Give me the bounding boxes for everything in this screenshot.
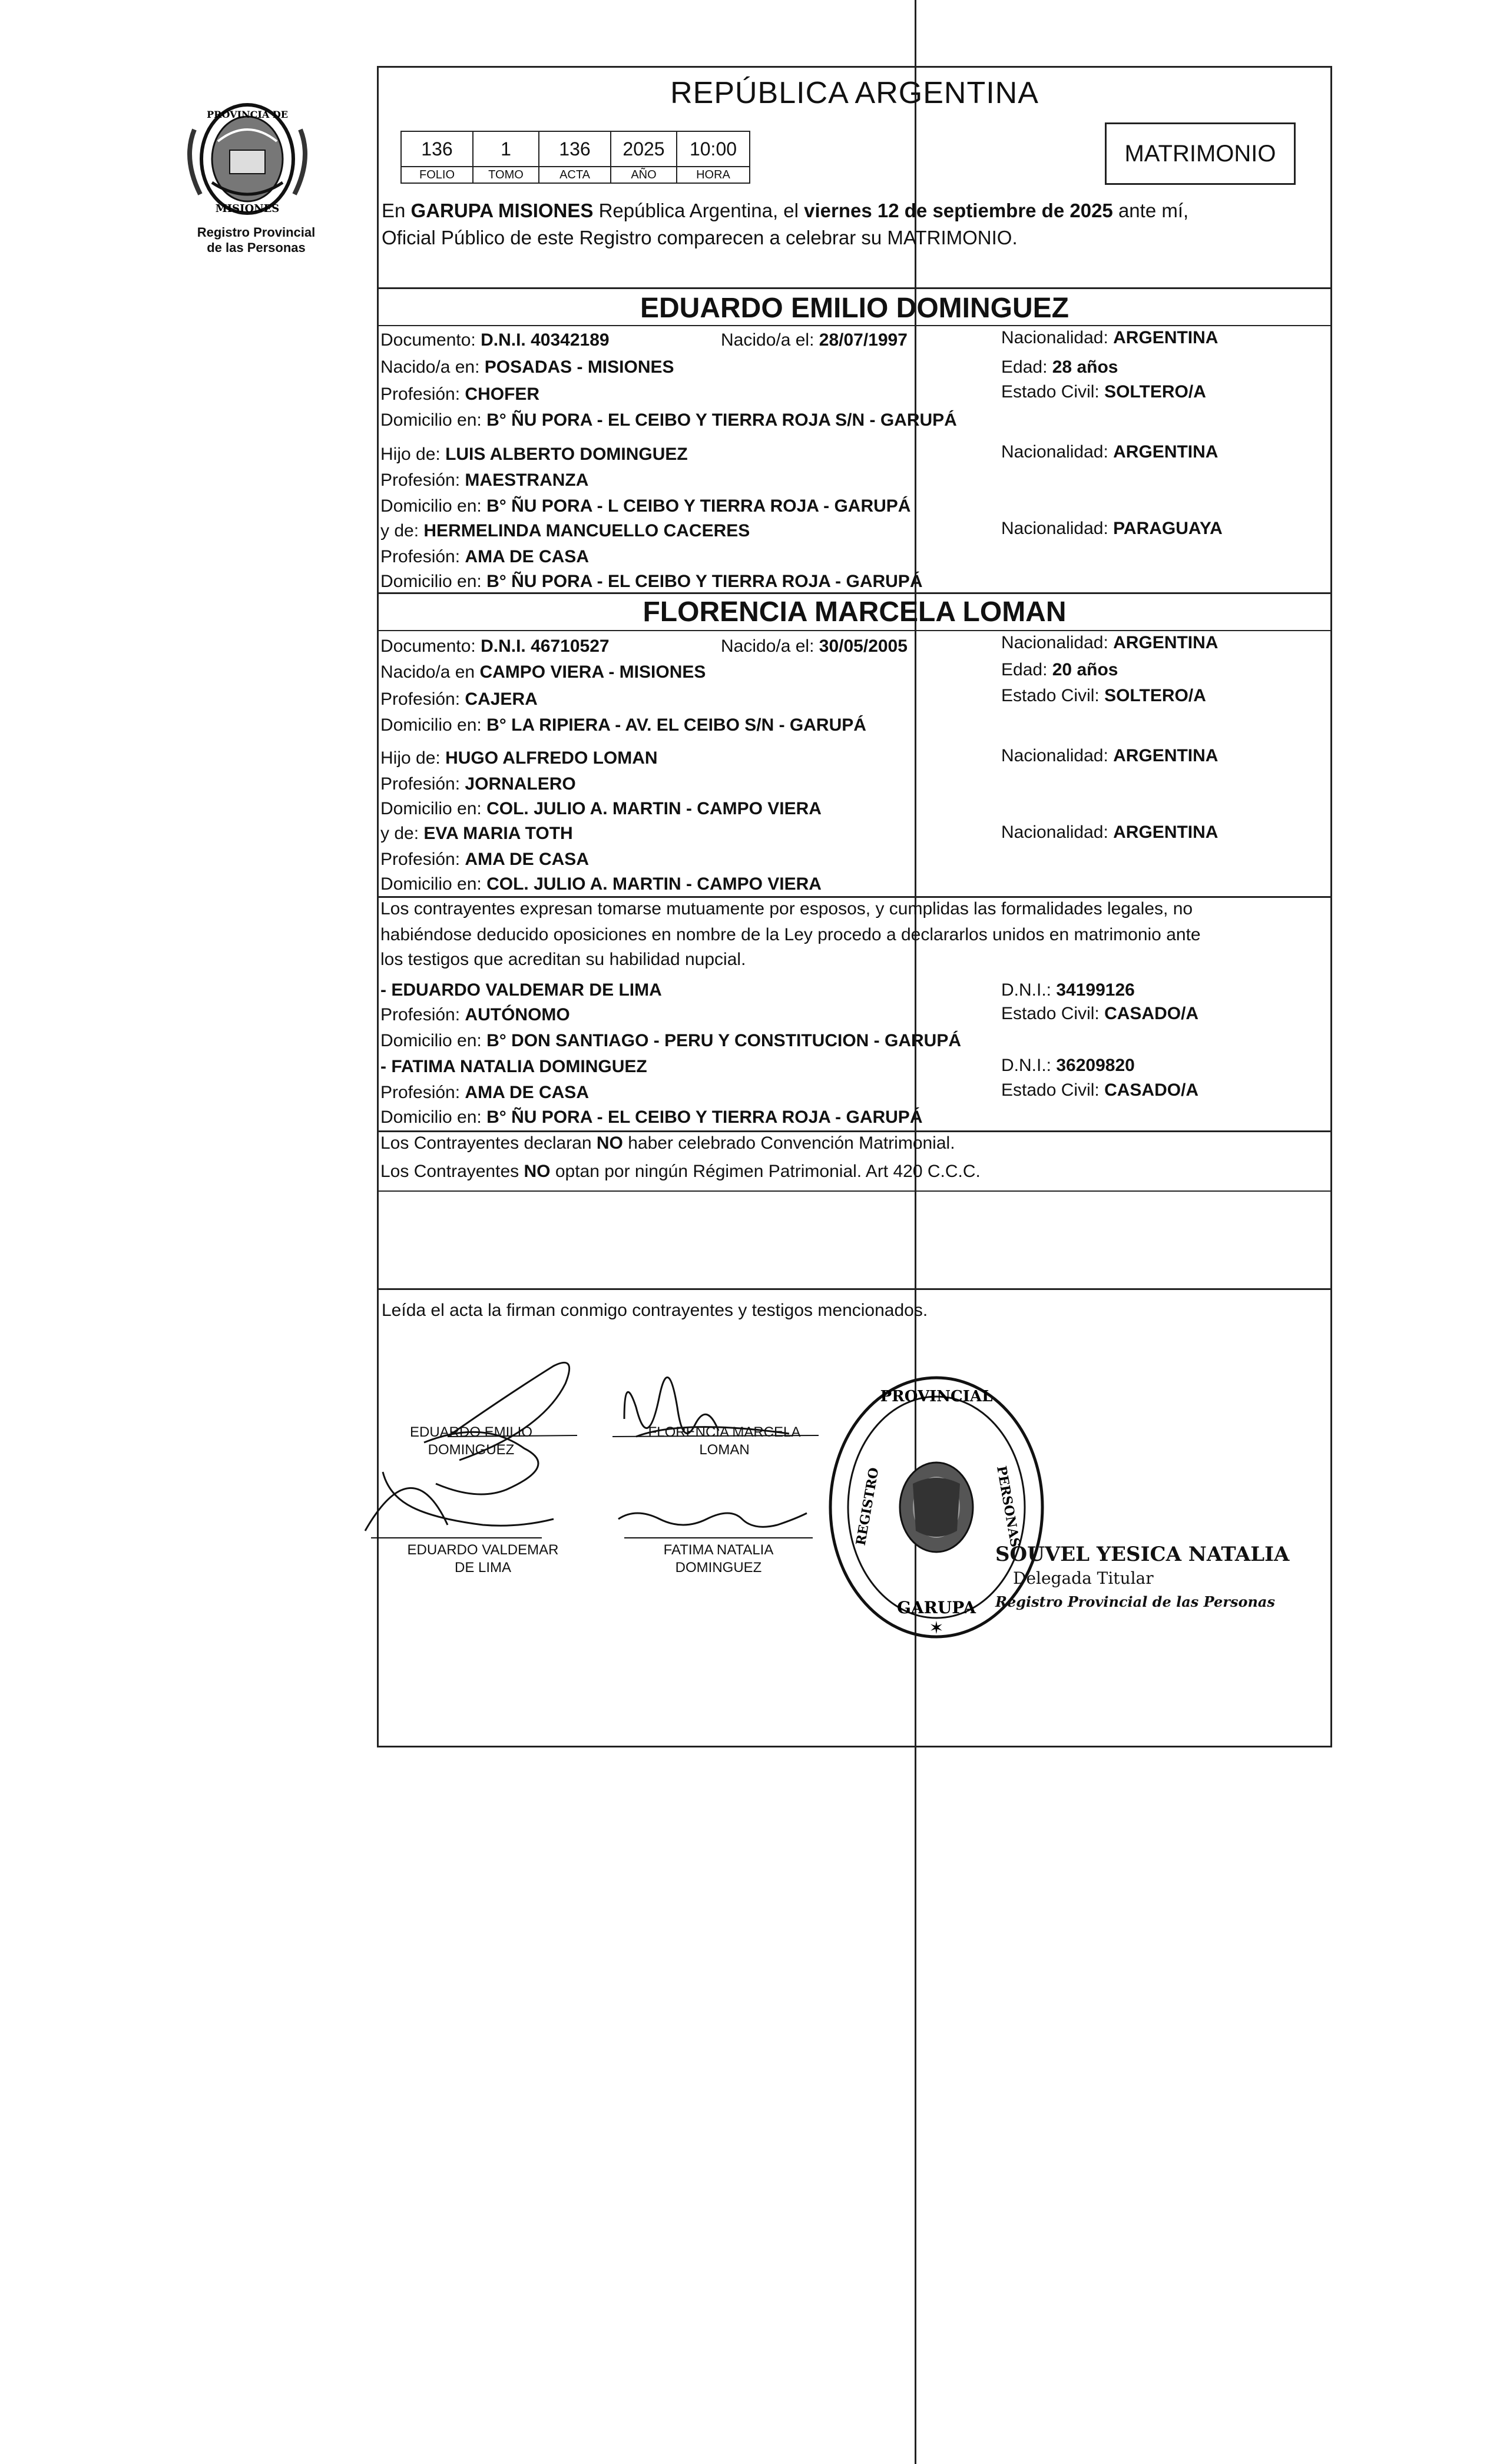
label: Profesión:	[380, 1005, 461, 1024]
text: optan por ningún Régimen Patrimonial. Art 420 C.C.C.	[550, 1162, 981, 1181]
label: Hijo de:	[380, 445, 441, 464]
label: Profesión:	[380, 470, 461, 490]
label: Domicilio en:	[380, 572, 482, 591]
emphasis: NO	[596, 1133, 623, 1153]
value: MAESTRANZA	[465, 470, 589, 490]
signature2-label	[636, 1424, 813, 1459]
spouse2-father-profession	[380, 771, 576, 797]
spouse1-father-address	[380, 493, 910, 519]
spouse1-profession	[380, 382, 539, 407]
anio-label: AÑO	[611, 167, 677, 183]
spouse2-age	[1001, 657, 1118, 683]
spouse1-birthplace	[380, 354, 674, 380]
spouse1-name: EDUARDO EMILIO DOMINGUEZ	[640, 293, 1069, 324]
value: EVA MARIA TOTH	[423, 824, 573, 843]
text: Los Contrayentes	[380, 1162, 524, 1181]
svg-text:PROVINCIAL: PROVINCIAL	[880, 1388, 993, 1405]
value: ARGENTINA	[1113, 746, 1218, 765]
label: Domicilio en:	[380, 496, 482, 516]
value: B° DON SANTIAGO - PERU Y CONSTITUCION - GARUPÁ	[486, 1031, 962, 1050]
label: Domicilio en:	[380, 1031, 482, 1050]
spouse1-father-profession	[380, 467, 588, 493]
divider	[377, 592, 1332, 594]
spouse1-father-nationality	[1001, 439, 1218, 465]
signature4-label	[624, 1541, 813, 1577]
label: Nacido/a en:	[380, 357, 480, 377]
spouse1-mother	[380, 518, 750, 544]
spouse2-birthdate	[721, 634, 908, 659]
intro-line-1	[382, 198, 1188, 224]
value: HERMELINDA MANCUELLO CACERES	[423, 521, 750, 540]
signature4-line2: DOMINGUEZ	[675, 1560, 762, 1576]
label: Domicilio en:	[380, 799, 482, 818]
value: ARGENTINA	[1113, 823, 1218, 842]
value: SOLTERO/A	[1104, 382, 1206, 402]
value: POSADAS - MISIONES	[484, 357, 674, 377]
label: Profesión:	[380, 1083, 461, 1102]
svg-text:GARUPA: GARUPA	[896, 1598, 976, 1617]
hora-label: HORA	[677, 167, 750, 183]
anio-value: 2025	[611, 131, 677, 167]
declaration-line-2: habiéndose deducido oposiciones en nombre de la Ley procedo a declararlos unidos en matrimonio ante	[380, 925, 1201, 944]
spouse2-profession	[380, 687, 538, 712]
label: Estado Civil:	[1001, 686, 1100, 705]
signature2-line2: LOMAN	[699, 1442, 750, 1458]
spouse1-mother-address	[380, 569, 922, 595]
label: Profesión:	[380, 547, 461, 566]
spouse2-address	[380, 712, 866, 738]
label: Domicilio en:	[380, 874, 482, 894]
country-title: REPÚBLICA ARGENTINA	[670, 76, 1039, 110]
value: D.N.I. 46710527	[481, 636, 610, 656]
label: Nacido/a en	[380, 662, 475, 682]
value: AUTÓNOMO	[465, 1005, 570, 1024]
witness2-name: - FATIMA NATALIA DOMINGUEZ	[380, 1057, 647, 1076]
signature2-line1: FLORENCIA MARCELA	[648, 1424, 801, 1440]
witness1-address	[380, 1028, 961, 1054]
signature1-line1: EDUARDO EMILIO	[409, 1424, 533, 1440]
intro-text-2: República Argentina, el	[593, 200, 804, 221]
intro-date: viernes 12 de septiembre de 2025	[804, 200, 1113, 221]
witness2-civil-status	[1001, 1077, 1198, 1103]
label: Nacionalidad:	[1001, 328, 1108, 347]
registry-caption-line1: Registro Provincial	[197, 225, 316, 240]
label: y de:	[380, 824, 419, 843]
value: 28/07/1997	[819, 330, 908, 350]
label: Domicilio en:	[380, 1107, 482, 1127]
spouse2-father-address	[380, 796, 822, 822]
label: Nacionalidad:	[1001, 633, 1108, 652]
signature3-label	[389, 1541, 577, 1577]
intro-text: En	[382, 200, 411, 221]
intro-line-2: Oficial Público de este Registro comparecen a celebrar su MATRIMONIO.	[382, 227, 1018, 248]
tomo-label: TOMO	[473, 167, 539, 183]
value: D.N.I. 40342189	[481, 330, 610, 350]
label: Domicilio en:	[380, 410, 482, 430]
svg-text:MISIONES: MISIONES	[215, 203, 280, 215]
value: ARGENTINA	[1113, 633, 1218, 652]
folio-label: FOLIO	[401, 167, 473, 183]
folio-value: 136	[401, 131, 473, 167]
value: 28 años	[1052, 357, 1118, 377]
witness1-name: - EDUARDO VALDEMAR DE LIMA	[380, 980, 662, 1000]
label: Nacido/a el:	[721, 636, 814, 656]
label: Nacionalidad:	[1001, 746, 1108, 765]
label: Estado Civil:	[1001, 382, 1100, 402]
signature1-label	[383, 1424, 559, 1459]
intro-text-3: ante mí,	[1112, 200, 1189, 221]
spouse1-father	[380, 442, 688, 467]
label: Hijo de:	[380, 748, 441, 768]
acta-label: ACTA	[539, 167, 611, 183]
value: B° ÑU PORA - EL CEIBO Y TIERRA ROJA - GARUPÁ	[486, 1107, 923, 1127]
spouse1-mother-profession	[380, 544, 589, 570]
value: ARGENTINA	[1113, 328, 1218, 347]
value: B° LA RIPIERA - AV. EL CEIBO S/N - GARUPÁ	[486, 715, 866, 735]
divider	[377, 287, 1332, 289]
value: LUIS ALBERTO DOMINGUEZ	[445, 445, 688, 464]
value: AMA DE CASA	[465, 1083, 589, 1102]
provincial-seal-logo	[171, 94, 324, 230]
value: AMA DE CASA	[465, 547, 589, 566]
label: Estado Civil:	[1001, 1004, 1100, 1023]
signature3-line2: DE LIMA	[454, 1560, 512, 1576]
value: 20 años	[1052, 660, 1118, 679]
official-role: Delegada Titular	[1013, 1568, 1154, 1588]
spouse2-mother	[380, 821, 573, 847]
official-office: Registro Provincial de las Personas	[995, 1593, 1275, 1610]
spouse2-father	[380, 745, 658, 771]
declaration-line-1: Los contrayentes expresan tomarse mutuamente por esposos, y cumplidas las formalidades legales, no	[380, 899, 1193, 918]
value: 36209820	[1056, 1056, 1135, 1075]
regime-line-2	[380, 1159, 981, 1185]
spouse2-father-nationality	[1001, 743, 1218, 769]
witness2-profession	[380, 1080, 589, 1106]
label: D.N.I.:	[1001, 1056, 1052, 1075]
label: Profesión:	[380, 774, 461, 794]
declaration-line-3: los testigos que acreditan su habilidad nupcial.	[380, 950, 746, 969]
spouse2-birthplace	[380, 659, 706, 685]
value: CAJERA	[465, 689, 538, 709]
spouse2-name: FLORENCIA MARCELA LOMAN	[643, 596, 1067, 628]
registry-caption	[180, 225, 333, 256]
divider	[377, 1190, 1332, 1192]
emphasis: NO	[524, 1162, 551, 1181]
label: Edad:	[1001, 357, 1048, 377]
value: CASADO/A	[1104, 1004, 1199, 1023]
label: Documento:	[380, 636, 476, 656]
witness1-civil-status	[1001, 1001, 1198, 1027]
witness2-address	[380, 1105, 922, 1130]
spouse1-document	[380, 327, 610, 353]
spouse2-nationality	[1001, 630, 1218, 656]
label: Estado Civil:	[1001, 1080, 1100, 1100]
value: COL. JULIO A. MARTIN - CAMPO VIERA	[486, 799, 822, 818]
value: B° ÑU PORA - EL CEIBO Y TIERRA ROJA S/N - GARUPÁ	[486, 410, 957, 430]
signature1-line2: DOMINGUEZ	[428, 1442, 515, 1458]
registry-table	[400, 131, 750, 184]
label: Documento:	[380, 330, 476, 350]
value: COL. JULIO A. MARTIN - CAMPO VIERA	[486, 874, 822, 894]
value: B° ÑU PORA - L CEIBO Y TIERRA ROJA - GARUPÁ	[486, 496, 911, 516]
acta-value: 136	[539, 131, 611, 167]
value: CASADO/A	[1104, 1080, 1199, 1100]
value: AMA DE CASA	[465, 850, 589, 869]
spouse1-civil-status	[1001, 379, 1206, 405]
registry-caption-line2: de las Personas	[207, 240, 306, 255]
label: Domicilio en:	[380, 715, 482, 735]
value: CAMPO VIERA - MISIONES	[479, 662, 706, 682]
svg-text:PROVINCIA DE: PROVINCIA DE	[207, 109, 288, 120]
spouse2-document	[380, 634, 610, 659]
value: 30/05/2005	[819, 636, 908, 656]
tomo-value: 1	[473, 131, 539, 167]
label: Profesión:	[380, 384, 461, 404]
svg-text:REGISTRO: REGISTRO	[853, 1466, 882, 1547]
value: SOLTERO/A	[1104, 686, 1206, 705]
value: PARAGUAYA	[1113, 519, 1223, 538]
label: Edad:	[1001, 660, 1048, 679]
spouse2-mother-profession	[380, 847, 589, 873]
spouse1-age	[1001, 354, 1118, 380]
label: Nacionalidad:	[1001, 519, 1108, 538]
divider	[377, 1288, 1332, 1290]
svg-text:PERSONAS: PERSONAS	[993, 1464, 1023, 1548]
label: Nacionalidad:	[1001, 823, 1108, 842]
spouse2-civil-status	[1001, 683, 1206, 709]
spouse1-mother-nationality	[1001, 516, 1223, 542]
spouse2-mother-nationality	[1001, 820, 1218, 845]
value: HUGO ALFREDO LOMAN	[445, 748, 658, 768]
witness2-dni	[1001, 1053, 1135, 1079]
value: CHOFER	[465, 384, 540, 404]
spouse2-mother-address	[380, 871, 822, 897]
text: haber celebrado Convención Matrimonial.	[622, 1133, 955, 1153]
label: Profesión:	[380, 850, 461, 869]
label: Nacido/a el:	[721, 330, 814, 350]
closing-text: Leída el acta la firman conmigo contrayentes y testigos mencionados.	[382, 1301, 928, 1320]
hora-value: 10:00	[677, 131, 750, 167]
witness1-profession	[380, 1002, 570, 1028]
spouse1-nationality	[1001, 325, 1218, 351]
value: B° ÑU PORA - EL CEIBO Y TIERRA ROJA - GARUPÁ	[486, 572, 923, 591]
label: Nacionalidad:	[1001, 442, 1108, 462]
text: Los Contrayentes declaran	[380, 1133, 597, 1153]
spouse1-address	[380, 407, 957, 433]
value: 34199126	[1056, 980, 1135, 1000]
label: D.N.I.:	[1001, 980, 1052, 1000]
regime-line-1	[380, 1130, 955, 1156]
official-name: SOUVEL YESICA NATALIA	[995, 1543, 1290, 1566]
value: ARGENTINA	[1113, 442, 1218, 462]
act-type-box: MATRIMONIO	[1105, 122, 1296, 185]
label: Profesión:	[380, 689, 461, 709]
signature3-line1: EDUARDO VALDEMAR	[407, 1542, 559, 1558]
label: y de:	[380, 521, 419, 540]
spouse1-birthdate	[721, 327, 908, 353]
value: JORNALERO	[465, 774, 576, 794]
witness1-dni	[1001, 977, 1135, 1003]
svg-text:✶: ✶	[929, 1619, 944, 1638]
intro-place: GARUPA MISIONES	[410, 200, 594, 221]
signature4-line1: FATIMA NATALIA	[663, 1542, 774, 1558]
